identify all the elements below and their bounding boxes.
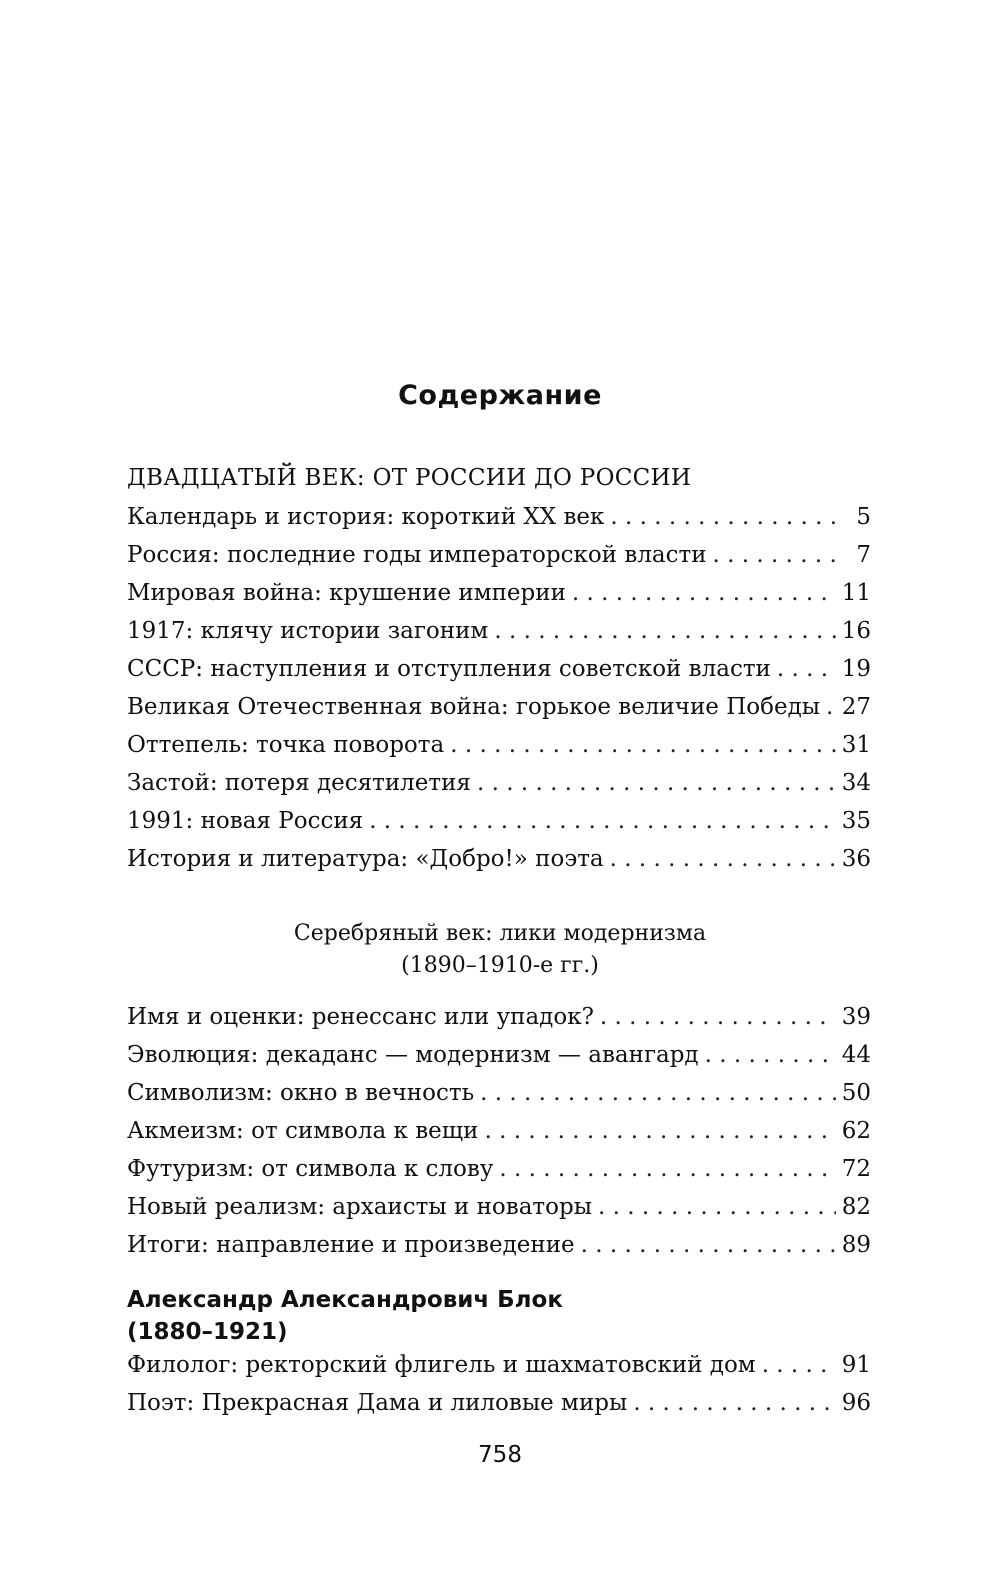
toc-entry[interactable] <box>127 1226 871 1264</box>
section-heading: ДВАДЦАТЫЙ ВЕК: ОТ РОССИИ ДО РОССИИ <box>127 465 692 491</box>
toc-leader-dots <box>610 498 839 536</box>
toc-entry-page: 91 <box>841 1352 871 1378</box>
toc-entry-page: 7 <box>856 542 871 568</box>
toc-section-blok <box>127 1346 871 1422</box>
toc-entry-page: 62 <box>841 1118 871 1144</box>
page-number: 758 <box>478 1442 522 1468</box>
section-heading-blok <box>127 1284 563 1348</box>
toc-entry[interactable] <box>127 650 871 688</box>
section-heading-years: (1880–1921) <box>127 1319 288 1345</box>
toc-entry-title: Символизм: окно в вечность <box>127 1080 475 1106</box>
toc-entry[interactable] <box>127 1074 871 1112</box>
toc-entry-title: Футуризм: от символа к слову <box>127 1156 494 1182</box>
toc-entry-title: Календарь и история: короткий XX век <box>127 504 605 530</box>
toc-leader-dots <box>762 1346 836 1384</box>
toc-entry-page: 19 <box>841 656 871 682</box>
toc-entry[interactable] <box>127 688 871 726</box>
toc-entry-title: История и литература: «Добро!» поэта <box>127 846 604 872</box>
toc-entry-page: 89 <box>841 1232 871 1258</box>
toc-leader-dots <box>598 1188 836 1226</box>
toc-entry[interactable] <box>127 574 871 612</box>
section-heading-years: (1890–1910-е гг.) <box>401 953 599 978</box>
toc-entry-page: 34 <box>841 770 871 796</box>
toc-entry[interactable] <box>127 536 871 574</box>
toc-leader-dots <box>633 1384 835 1422</box>
toc-leader-dots <box>480 1074 836 1112</box>
contents-title: Содержание <box>398 380 602 411</box>
toc-entry[interactable] <box>127 764 871 802</box>
toc-entry-page: 5 <box>856 504 871 530</box>
toc-entry-title: Поэт: Прекрасная Дама и лиловые миры <box>127 1390 628 1416</box>
toc-entry-title: Застой: потеря десятилетия <box>127 770 471 796</box>
section-heading-author: Александр Александрович Блок <box>127 1287 563 1313</box>
toc-entry-page: 31 <box>841 732 871 758</box>
toc-entry-title: Великая Отечественная война: горькое величие Победы <box>127 694 821 720</box>
toc-leader-dots <box>494 612 835 650</box>
toc-entry-title: 1991: новая Россия <box>127 808 364 834</box>
toc-entry-title: 1917: клячу истории загоним <box>127 618 489 644</box>
toc-entry[interactable] <box>127 1346 871 1384</box>
toc-entry-page: 96 <box>841 1390 871 1416</box>
toc-entry-page: 16 <box>841 618 871 644</box>
toc-entry[interactable] <box>127 726 871 764</box>
toc-entry-title: СССР: наступления и отступления советской власти <box>127 656 771 682</box>
toc-leader-dots <box>777 650 836 688</box>
section-heading-silver-age <box>0 918 1000 982</box>
toc-leader-dots <box>826 688 836 726</box>
toc-leader-dots <box>581 1226 836 1264</box>
toc-entry-page: 44 <box>841 1042 871 1068</box>
toc-entry-page: 50 <box>841 1080 871 1106</box>
toc-leader-dots <box>450 726 836 764</box>
toc-entry[interactable] <box>127 612 871 650</box>
toc-leader-dots <box>713 536 839 574</box>
toc-entry-page: 39 <box>841 1004 871 1030</box>
toc-leader-dots <box>572 574 836 612</box>
toc-entry[interactable] <box>127 498 871 536</box>
toc-leader-dots <box>610 840 836 878</box>
toc-entry[interactable] <box>127 1112 871 1150</box>
toc-leader-dots <box>705 1036 836 1074</box>
toc-entry-page: 82 <box>841 1194 871 1220</box>
toc-leader-dots <box>369 802 836 840</box>
toc-entry[interactable] <box>127 1036 871 1074</box>
toc-entry[interactable] <box>127 1384 871 1422</box>
toc-entry[interactable] <box>127 840 871 878</box>
toc-entry[interactable] <box>127 802 871 840</box>
toc-section-twentieth-century <box>127 458 871 878</box>
toc-leader-dots <box>477 764 836 802</box>
toc-entry-title: Эволюция: декаданс — модернизм — авангард <box>127 1042 699 1068</box>
toc-entry-page: 72 <box>841 1156 871 1182</box>
section-heading-line: Серебряный век: лики модернизма <box>293 921 707 946</box>
toc-leader-dots <box>600 998 836 1036</box>
toc-section-silver-age <box>127 998 871 1264</box>
toc-entry-page: 35 <box>841 808 871 834</box>
toc-leader-dots <box>485 1112 836 1150</box>
toc-entry-title: Мировая война: крушение империи <box>127 580 566 606</box>
toc-entry-title: Оттепель: точка поворота <box>127 732 445 758</box>
toc-entry-page: 36 <box>841 846 871 872</box>
toc-entry[interactable] <box>127 1150 871 1188</box>
toc-entry-page: 11 <box>841 580 871 606</box>
toc-entry-title: Филолог: ректорский флигель и шахматовский дом <box>127 1352 756 1378</box>
toc-entry[interactable] <box>127 1188 871 1226</box>
toc-entry-title: Имя и оценки: ренессанс или упадок? <box>127 1004 594 1030</box>
toc-entry-page: 27 <box>841 694 871 720</box>
toc-entry-title: Акмеизм: от символа к вещи <box>127 1118 479 1144</box>
toc-entry-title: Новый реализм: архаисты и новаторы <box>127 1194 593 1220</box>
toc-entry-title: Итоги: направление и произведение <box>127 1232 575 1258</box>
toc-entry[interactable] <box>127 998 871 1036</box>
toc-leader-dots <box>499 1150 835 1188</box>
toc-entry-title: Россия: последние годы императорской власти <box>127 542 707 568</box>
